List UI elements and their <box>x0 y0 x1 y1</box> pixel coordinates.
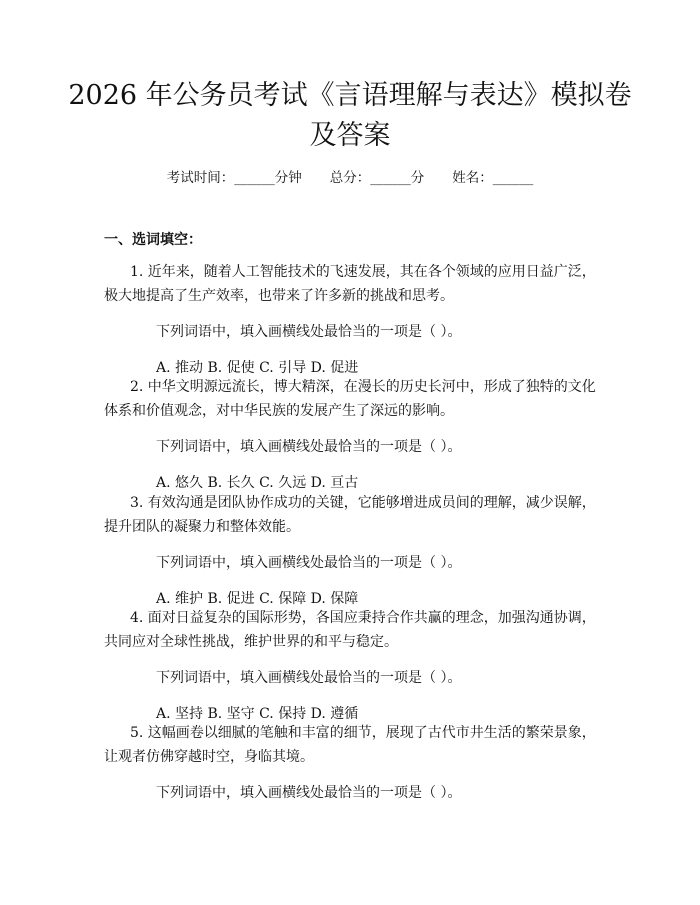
exam-time: 考试时间：______分钟 <box>166 170 302 186</box>
exam-score: 总分：______分 <box>329 170 425 186</box>
question-prompt: 下列词语中，填入画横线处最恰当的一项是（ ）。 <box>156 324 462 340</box>
exam-name: 姓名：______ <box>452 170 534 186</box>
question-2 <box>104 375 598 495</box>
page-title: 2026 年公务员考试《言语理解与表达》模拟卷及答案 <box>68 80 632 151</box>
section-heading: 一、选词填空： <box>104 232 202 248</box>
question-prompt: 下列词语中，填入画横线处最恰当的一项是（ ）。 <box>156 555 462 571</box>
question-4 <box>104 606 598 726</box>
question-prompt: 下列词语中，填入画横线处最恰当的一项是（ ）。 <box>156 670 462 686</box>
question-stem: 2. 中华文明源远流长，博大精深，在漫长的历史长河中，形成了独特的文化体系和价值观念，对中华民族的发展产生了深远的影响。 <box>104 379 596 419</box>
question-options: A. 坚持 B. 坚守 C. 保持 D. 遵循 <box>156 706 359 722</box>
question-3 <box>104 491 598 611</box>
question-stem: 4. 面对日益复杂的国际形势，各国应秉持合作共赢的理念，加强沟通协调，共同应对全球性挑战，维护世界的和平与稳定。 <box>104 610 596 650</box>
question-stem: 5. 这幅画卷以细腻的笔触和丰富的细节，展现了古代市井生活的繁荣景象，让观者仿佛穿越时空，身临其境。 <box>104 725 596 765</box>
question-stem: 1. 近年来，随着人工智能技术的飞速发展，其在各个领域的应用日益广泛，极大地提高了生产效率，也带来了许多新的挑战和思考。 <box>104 264 596 304</box>
question-options: A. 维护 B. 促进 C. 保障 D. 保障 <box>156 591 359 607</box>
question-prompt: 下列词语中，填入画横线处最恰当的一项是（ ）。 <box>156 785 462 801</box>
exam-meta <box>0 168 700 188</box>
question-stem: 3. 有效沟通是团队协作成功的关键，它能够增进成员间的理解，减少误解，提升团队的凝聚力和整体效能。 <box>104 495 596 535</box>
question-options: A. 推动 B. 促使 C. 引导 D. 促进 <box>156 360 359 376</box>
question-options: A. 悠久 B. 长久 C. 久远 D. 亘古 <box>156 475 359 491</box>
question-5 <box>104 721 598 805</box>
question-1 <box>104 260 598 380</box>
question-prompt: 下列词语中，填入画横线处最恰当的一项是（ ）。 <box>156 439 462 455</box>
